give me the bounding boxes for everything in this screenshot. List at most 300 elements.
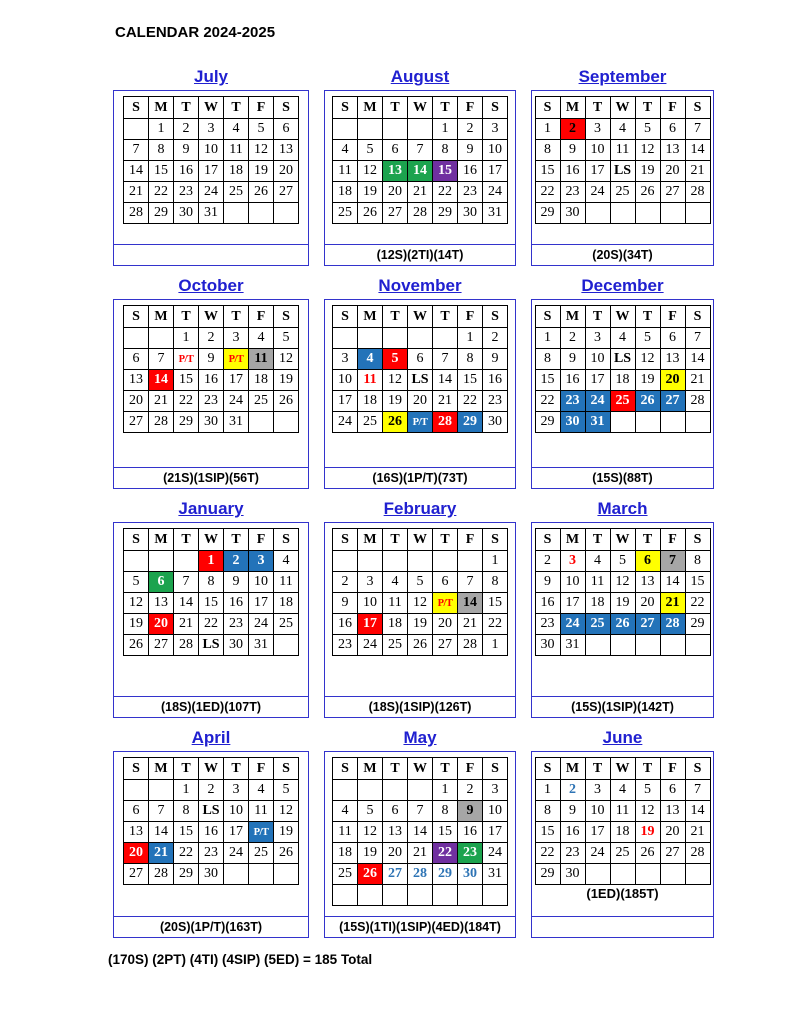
- day-cell: 5: [635, 328, 660, 349]
- day-cell: 24: [358, 635, 383, 656]
- day-cell: 3: [224, 328, 249, 349]
- day-cell: 30: [199, 864, 224, 885]
- day-header: W: [408, 758, 433, 780]
- day-cell: 21: [408, 182, 433, 203]
- day-cell: 18: [585, 593, 610, 614]
- day-cell: 25: [224, 182, 249, 203]
- spacer: [114, 656, 308, 696]
- day-cell: [610, 864, 635, 885]
- day-cell: 14: [433, 370, 458, 391]
- day-cell: 28: [685, 182, 710, 203]
- day-cell: 10: [585, 140, 610, 161]
- day-cell: [458, 885, 483, 906]
- day-cell: [685, 864, 710, 885]
- day-cell: 23: [458, 182, 483, 203]
- day-cell: 21: [685, 822, 710, 843]
- calendar-table: [332, 96, 508, 224]
- day-cell: 24: [224, 391, 249, 412]
- spacer: [114, 885, 308, 916]
- day-cell: [660, 203, 685, 224]
- day-cell: 11: [358, 370, 383, 391]
- day-cell: 26: [249, 182, 274, 203]
- day-cell: 12: [408, 593, 433, 614]
- day-cell: 9: [458, 140, 483, 161]
- day-cell: 20: [660, 822, 685, 843]
- day-cell: 26: [274, 391, 299, 412]
- day-cell: 23: [333, 635, 358, 656]
- day-cell: 14: [685, 140, 710, 161]
- day-cell: 26: [124, 635, 149, 656]
- day-cell: 28: [149, 864, 174, 885]
- day-cell: [635, 864, 660, 885]
- month-may: [324, 727, 516, 938]
- day-header: W: [408, 97, 433, 119]
- day-cell: 1: [483, 635, 508, 656]
- day-header: T: [174, 97, 199, 119]
- day-cell: 21: [174, 614, 199, 635]
- day-header: S: [333, 306, 358, 328]
- day-cell: 5: [635, 780, 660, 801]
- spacer: [325, 906, 515, 916]
- day-cell: 5: [124, 572, 149, 593]
- day-cell: 17: [585, 161, 610, 182]
- day-cell: 1: [535, 328, 560, 349]
- day-cell: 9: [560, 801, 585, 822]
- day-cell: 27: [433, 635, 458, 656]
- day-cell: 21: [149, 843, 174, 864]
- day-header: T: [224, 529, 249, 551]
- day-cell: 20: [124, 843, 149, 864]
- day-cell: [224, 864, 249, 885]
- spacer: [532, 656, 713, 696]
- day-cell: 14: [458, 593, 483, 614]
- day-cell: 17: [358, 614, 383, 635]
- day-cell: 9: [174, 140, 199, 161]
- day-cell: 12: [610, 572, 635, 593]
- day-cell: 5: [274, 780, 299, 801]
- day-cell: 21: [433, 391, 458, 412]
- day-header: M: [149, 529, 174, 551]
- day-cell: [585, 203, 610, 224]
- day-cell: 26: [635, 843, 660, 864]
- day-cell: P/T: [408, 412, 433, 433]
- month-footer: (15S)(1TI)(1SIP)(4ED)(184T): [325, 916, 515, 937]
- day-cell: [333, 328, 358, 349]
- day-cell: [124, 328, 149, 349]
- day-header: S: [685, 529, 710, 551]
- day-header: T: [174, 529, 199, 551]
- spacer: [114, 433, 308, 467]
- day-header: W: [408, 306, 433, 328]
- day-cell: 6: [383, 140, 408, 161]
- day-cell: 3: [199, 119, 224, 140]
- day-header: F: [660, 758, 685, 780]
- day-cell: 11: [274, 572, 299, 593]
- day-cell: 7: [433, 349, 458, 370]
- day-cell: 4: [585, 551, 610, 572]
- day-cell: 13: [124, 822, 149, 843]
- month-title: July: [193, 67, 229, 86]
- day-cell: 1: [535, 780, 560, 801]
- month-january: [113, 498, 309, 718]
- day-cell: 27: [660, 391, 685, 412]
- day-cell: 24: [585, 391, 610, 412]
- day-cell: [408, 780, 433, 801]
- day-cell: [274, 864, 299, 885]
- page-title: CALENDAR 2024-2025: [115, 24, 276, 41]
- day-header: S: [535, 97, 560, 119]
- day-cell: 9: [199, 349, 224, 370]
- day-cell: 22: [433, 843, 458, 864]
- day-cell: [249, 412, 274, 433]
- day-cell: [124, 551, 149, 572]
- day-cell: 3: [560, 551, 585, 572]
- day-cell: 24: [333, 412, 358, 433]
- day-cell: 29: [458, 412, 483, 433]
- month-inner-annotation: (1ED)(185T): [586, 886, 659, 901]
- day-cell: 19: [635, 822, 660, 843]
- day-cell: 13: [660, 349, 685, 370]
- day-cell: 16: [458, 161, 483, 182]
- month-box: [531, 90, 714, 266]
- day-header: W: [610, 97, 635, 119]
- day-header: T: [224, 758, 249, 780]
- day-header: W: [199, 529, 224, 551]
- day-cell: 14: [149, 370, 174, 391]
- day-cell: 23: [199, 843, 224, 864]
- day-header: T: [433, 529, 458, 551]
- day-cell: 24: [224, 843, 249, 864]
- day-header: S: [333, 97, 358, 119]
- month-october: [113, 275, 309, 489]
- day-cell: 11: [333, 822, 358, 843]
- month-footer: (15S)(1SIP)(142T): [532, 696, 713, 717]
- day-header: W: [610, 529, 635, 551]
- day-cell: [274, 203, 299, 224]
- day-cell: 16: [224, 593, 249, 614]
- day-header: T: [433, 306, 458, 328]
- day-cell: 8: [535, 801, 560, 822]
- day-cell: 26: [383, 412, 408, 433]
- day-cell: 28: [433, 412, 458, 433]
- day-cell: 3: [483, 119, 508, 140]
- day-cell: [685, 635, 710, 656]
- day-cell: 13: [660, 140, 685, 161]
- day-cell: 10: [224, 801, 249, 822]
- day-cell: 24: [560, 614, 585, 635]
- day-cell: 25: [333, 203, 358, 224]
- day-cell: 15: [535, 370, 560, 391]
- day-cell: 12: [274, 349, 299, 370]
- day-cell: 3: [333, 349, 358, 370]
- day-cell: 2: [333, 572, 358, 593]
- day-cell: 11: [585, 572, 610, 593]
- day-cell: 7: [174, 572, 199, 593]
- day-header: T: [174, 306, 199, 328]
- day-cell: P/T: [174, 349, 199, 370]
- day-cell: 5: [358, 140, 383, 161]
- month-july: [113, 66, 309, 266]
- day-cell: [333, 780, 358, 801]
- day-cell: 12: [124, 593, 149, 614]
- day-cell: 5: [358, 801, 383, 822]
- day-cell: 3: [585, 119, 610, 140]
- day-cell: 7: [660, 551, 685, 572]
- month-box: [113, 299, 309, 489]
- day-cell: 18: [249, 370, 274, 391]
- day-cell: [585, 864, 610, 885]
- day-cell: 8: [174, 801, 199, 822]
- day-header: S: [535, 758, 560, 780]
- spacer: [325, 656, 515, 696]
- day-cell: 9: [560, 140, 585, 161]
- month-title: January: [178, 499, 244, 518]
- day-header: S: [274, 758, 299, 780]
- month-title: February: [383, 499, 457, 518]
- day-cell: 25: [249, 391, 274, 412]
- day-cell: 13: [635, 572, 660, 593]
- day-cell: 28: [660, 614, 685, 635]
- day-cell: 6: [660, 119, 685, 140]
- day-header: T: [224, 306, 249, 328]
- day-cell: 30: [483, 412, 508, 433]
- day-cell: 17: [224, 822, 249, 843]
- calendar-table: [123, 528, 299, 656]
- day-header: T: [224, 97, 249, 119]
- day-cell: 31: [483, 203, 508, 224]
- day-header: T: [585, 529, 610, 551]
- day-cell: 14: [149, 822, 174, 843]
- day-header: T: [383, 529, 408, 551]
- day-cell: [149, 551, 174, 572]
- day-cell: 6: [124, 349, 149, 370]
- day-header: W: [610, 306, 635, 328]
- day-header: S: [124, 97, 149, 119]
- day-cell: 26: [635, 391, 660, 412]
- day-cell: 29: [535, 412, 560, 433]
- day-cell: 1: [174, 328, 199, 349]
- day-cell: 6: [660, 780, 685, 801]
- day-cell: 8: [433, 801, 458, 822]
- day-cell: [333, 551, 358, 572]
- day-cell: [610, 635, 635, 656]
- day-header: S: [333, 529, 358, 551]
- day-cell: 7: [685, 780, 710, 801]
- day-cell: LS: [408, 370, 433, 391]
- day-cell: [610, 412, 635, 433]
- day-cell: 28: [124, 203, 149, 224]
- day-cell: 3: [483, 780, 508, 801]
- month-box: [324, 90, 516, 266]
- day-cell: 31: [585, 412, 610, 433]
- month-title: August: [390, 67, 450, 86]
- day-cell: [333, 885, 358, 906]
- day-cell: 12: [358, 161, 383, 182]
- day-cell: 14: [685, 801, 710, 822]
- day-cell: 20: [124, 391, 149, 412]
- day-cell: [224, 203, 249, 224]
- day-cell: 8: [685, 551, 710, 572]
- day-cell: 25: [249, 843, 274, 864]
- day-cell: 2: [174, 119, 199, 140]
- day-cell: 4: [274, 551, 299, 572]
- day-cell: 13: [124, 370, 149, 391]
- day-cell: 13: [383, 161, 408, 182]
- day-header: M: [358, 758, 383, 780]
- day-cell: 7: [124, 140, 149, 161]
- day-cell: [124, 119, 149, 140]
- day-cell: 23: [560, 843, 585, 864]
- day-header: M: [358, 306, 383, 328]
- day-cell: 30: [224, 635, 249, 656]
- day-header: T: [433, 758, 458, 780]
- day-cell: 31: [249, 635, 274, 656]
- day-header: T: [383, 306, 408, 328]
- day-cell: [408, 119, 433, 140]
- month-title: December: [581, 276, 664, 295]
- day-cell: 10: [358, 593, 383, 614]
- day-cell: 14: [685, 349, 710, 370]
- day-cell: [249, 203, 274, 224]
- month-footer: (18S)(1SIP)(126T): [325, 696, 515, 717]
- day-cell: 4: [224, 119, 249, 140]
- day-cell: 24: [249, 614, 274, 635]
- day-cell: 16: [560, 370, 585, 391]
- day-cell: 9: [535, 572, 560, 593]
- day-cell: 25: [610, 843, 635, 864]
- day-header: T: [585, 97, 610, 119]
- day-cell: 23: [560, 391, 585, 412]
- day-cell: 19: [249, 161, 274, 182]
- day-cell: LS: [610, 161, 635, 182]
- day-cell: 8: [149, 140, 174, 161]
- day-header: T: [383, 758, 408, 780]
- day-cell: 22: [433, 182, 458, 203]
- month-december: [531, 275, 714, 489]
- day-cell: 19: [274, 822, 299, 843]
- day-cell: 10: [585, 801, 610, 822]
- day-cell: 20: [660, 370, 685, 391]
- day-cell: P/T: [433, 593, 458, 614]
- day-cell: [585, 635, 610, 656]
- day-cell: 20: [274, 161, 299, 182]
- day-cell: 28: [149, 412, 174, 433]
- day-cell: [149, 780, 174, 801]
- day-cell: 27: [383, 864, 408, 885]
- day-cell: 17: [249, 593, 274, 614]
- month-title: September: [578, 67, 667, 86]
- day-cell: [383, 328, 408, 349]
- day-cell: 28: [685, 391, 710, 412]
- month-box: [531, 751, 714, 938]
- day-cell: 22: [174, 843, 199, 864]
- month-title: November: [378, 276, 462, 295]
- day-cell: [358, 551, 383, 572]
- day-cell: 26: [274, 843, 299, 864]
- day-header: T: [585, 306, 610, 328]
- day-cell: 30: [458, 864, 483, 885]
- day-cell: 30: [174, 203, 199, 224]
- calendar-table: [332, 757, 508, 906]
- day-cell: [408, 328, 433, 349]
- day-cell: 5: [408, 572, 433, 593]
- day-header: T: [433, 97, 458, 119]
- day-cell: [124, 780, 149, 801]
- day-cell: 17: [585, 822, 610, 843]
- day-cell: 18: [383, 614, 408, 635]
- day-cell: 2: [560, 328, 585, 349]
- day-cell: 27: [274, 182, 299, 203]
- day-cell: 29: [535, 864, 560, 885]
- day-cell: 28: [408, 203, 433, 224]
- day-cell: [408, 885, 433, 906]
- day-cell: 27: [124, 412, 149, 433]
- day-cell: 20: [635, 593, 660, 614]
- day-cell: 22: [535, 182, 560, 203]
- calendar-table: [123, 757, 299, 885]
- day-cell: [433, 551, 458, 572]
- day-header: M: [149, 306, 174, 328]
- day-cell: 19: [635, 370, 660, 391]
- day-cell: 5: [610, 551, 635, 572]
- day-cell: 16: [333, 614, 358, 635]
- month-title: June: [602, 728, 643, 747]
- day-cell: 10: [333, 370, 358, 391]
- day-cell: LS: [199, 635, 224, 656]
- day-cell: 18: [333, 843, 358, 864]
- day-cell: 29: [433, 203, 458, 224]
- day-cell: 16: [535, 593, 560, 614]
- day-cell: 7: [685, 119, 710, 140]
- day-cell: 13: [660, 801, 685, 822]
- day-cell: 14: [408, 161, 433, 182]
- day-header: T: [383, 97, 408, 119]
- day-cell: [383, 551, 408, 572]
- day-cell: [358, 119, 383, 140]
- day-cell: 16: [458, 822, 483, 843]
- month-box: [113, 751, 309, 938]
- day-cell: 28: [685, 843, 710, 864]
- day-cell: [383, 780, 408, 801]
- day-cell: 15: [535, 161, 560, 182]
- day-cell: [358, 780, 383, 801]
- day-cell: 15: [685, 572, 710, 593]
- day-cell: 27: [635, 614, 660, 635]
- day-cell: 3: [249, 551, 274, 572]
- day-cell: [685, 203, 710, 224]
- day-cell: 7: [149, 349, 174, 370]
- day-cell: 15: [174, 370, 199, 391]
- day-cell: 12: [358, 822, 383, 843]
- day-cell: 12: [635, 140, 660, 161]
- day-cell: 8: [535, 349, 560, 370]
- day-cell: 19: [358, 843, 383, 864]
- day-cell: 18: [610, 370, 635, 391]
- month-footer: (21S)(1SIP)(56T): [114, 467, 308, 488]
- day-cell: 10: [199, 140, 224, 161]
- day-cell: 3: [585, 780, 610, 801]
- day-cell: 6: [383, 801, 408, 822]
- day-cell: 1: [483, 551, 508, 572]
- day-cell: 8: [483, 572, 508, 593]
- day-cell: 13: [383, 822, 408, 843]
- day-cell: 24: [585, 182, 610, 203]
- day-cell: 9: [224, 572, 249, 593]
- month-november: [324, 275, 516, 489]
- month-title: May: [403, 728, 437, 747]
- month-september: [531, 66, 714, 266]
- day-cell: 12: [249, 140, 274, 161]
